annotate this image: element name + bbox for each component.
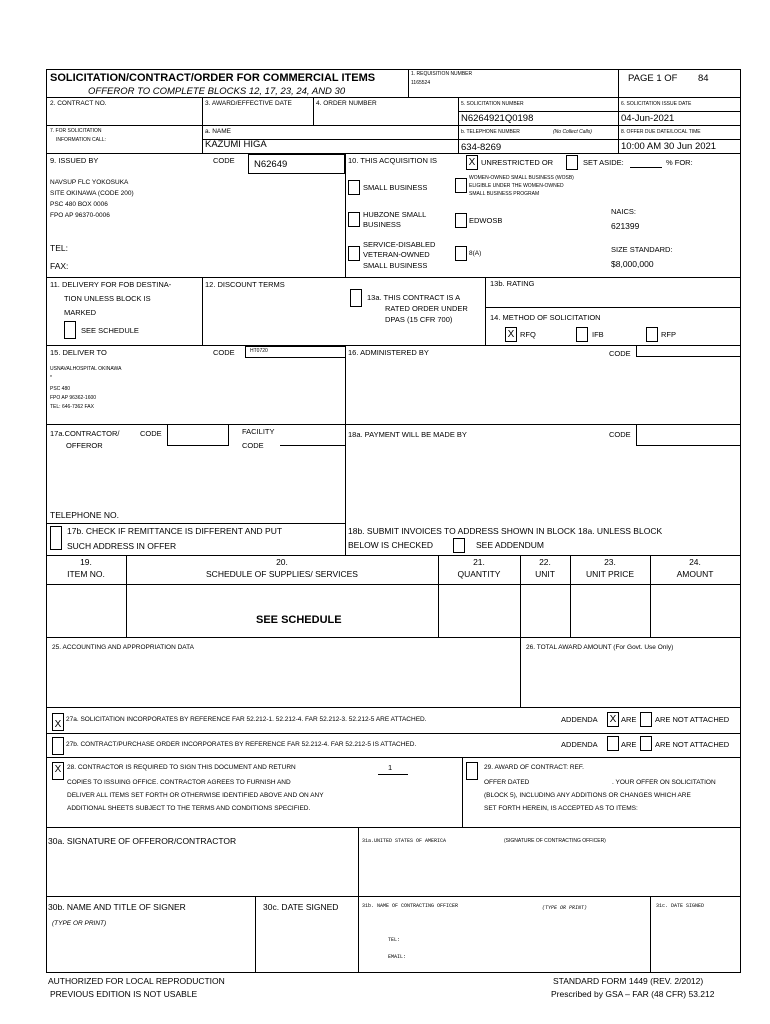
issued-by-code-label: CODE xyxy=(213,156,235,165)
unrestricted-label: UNRESTRICTED OR xyxy=(481,158,554,167)
phone-note: (No Collect Calls) xyxy=(553,129,592,135)
payment-code-label: CODE xyxy=(609,430,631,439)
co-signature-field[interactable] xyxy=(362,848,738,894)
footer-previous-edition: PREVIOUS EDITION IS NOT USABLE xyxy=(50,989,198,999)
col-unit-price-label: UNIT PRICE xyxy=(585,569,635,579)
clause-27a-are-not-checkbox[interactable] xyxy=(640,712,652,727)
sdvosb-line-3: SMALL BUSINESS xyxy=(363,261,428,270)
rfq-checkbox[interactable]: X xyxy=(505,327,517,342)
see-addendum-checkbox[interactable] xyxy=(453,538,465,553)
issued-by-line-3: PSC 480 BOX 0006 xyxy=(50,201,108,208)
sdvosb-line-2: VETERAN-OWNED xyxy=(363,250,430,259)
naics-label: NAICS: xyxy=(611,207,637,216)
issued-by-line-1: NAVSUP FLC YOKOSUKA xyxy=(50,179,129,186)
phone-label: b. TELEPHONE NUMBER xyxy=(461,129,520,135)
facility-code-field[interactable] xyxy=(280,424,346,446)
co-date-signed-label: 31c. DATE SIGNED xyxy=(656,903,705,909)
col-amount-num: 24. xyxy=(689,557,701,567)
rating-label: 13b. RATING xyxy=(490,279,535,288)
phone-number[interactable]: 634-8269 xyxy=(461,142,502,153)
clause-28-checkbox[interactable]: X xyxy=(52,762,64,780)
administered-by-code-field[interactable] xyxy=(636,345,741,357)
schedule-see-schedule: SEE SCHEDULE xyxy=(256,614,342,626)
small-business-checkbox[interactable] xyxy=(348,180,360,195)
page-label: PAGE 1 OF xyxy=(628,73,678,84)
col-unit-num: 22. xyxy=(539,557,551,567)
administered-by-code-label: CODE xyxy=(609,349,631,358)
sdvosb-checkbox[interactable] xyxy=(348,246,360,261)
deliver-to-code-field[interactable] xyxy=(245,346,346,358)
clause-28-line-3: DELIVER ALL ITEMS SET FORTH OR OTHERWISE IDENTIFIED ABOVE AND ON ANY xyxy=(67,792,324,799)
contact-name[interactable]: KAZUMI HIGA xyxy=(205,139,267,150)
clause-29-checkbox[interactable] xyxy=(466,762,478,780)
hubzone-line-2: BUSINESS xyxy=(363,220,401,229)
payment-code-field[interactable] xyxy=(636,424,741,446)
see-schedule-label: SEE SCHEDULE xyxy=(81,326,139,335)
hubzone-checkbox[interactable] xyxy=(348,212,360,227)
signer-name-note: (TYPE OR PRINT) xyxy=(52,920,107,927)
facility-code-label-2: CODE xyxy=(242,441,264,450)
rated-order-line-2: RATED ORDER UNDER xyxy=(385,304,468,313)
requisition-label: 1. REQUISITION NUMBER xyxy=(411,71,473,77)
rfq-label: RFQ xyxy=(520,330,536,339)
remittance-line-1: 17b. CHECK IF REMITTANCE IS DIFFERENT AND PUT xyxy=(67,526,283,536)
delivery-fob-line-2: TION UNLESS BLOCK IS xyxy=(64,294,151,303)
footer-authorized: AUTHORIZED FOR LOCAL REPRODUCTION xyxy=(48,976,225,986)
clause-28-line-2: COPIES TO ISSUING OFFICE. CONTRACTOR AGREES TO FURNISH AND xyxy=(67,779,291,786)
contractor-code-field[interactable] xyxy=(167,424,229,446)
order-number-label: 4. ORDER NUMBER xyxy=(316,100,377,107)
size-standard[interactable]: $8,000,000 xyxy=(611,259,654,269)
issued-by-label: 9. ISSUED BY xyxy=(50,156,99,165)
clause-28-line-1: 28. CONTRACTOR IS REQUIRED TO SIGN THIS DOCUMENT AND RETURN xyxy=(67,764,296,771)
clause-29-line-1: 29. AWARD OF CONTRACT: REF. xyxy=(484,764,584,771)
wosb-line-1: WOMEN-OWNED SMALL BUSINESS (WOSB) xyxy=(469,175,574,181)
clause-27a-are: ARE xyxy=(621,715,637,724)
signature-offeror-label: 30a. SIGNATURE OF OFFEROR/CONTRACTOR xyxy=(48,836,237,846)
col-item-num: 19. xyxy=(80,557,92,567)
footer-prescribed-by: Prescribed by GSA – FAR (48 CFR) 53.212 xyxy=(551,989,715,999)
co-tel-label: TEL: xyxy=(388,937,401,943)
contractor-label: 17a.CONTRACTOR/ xyxy=(50,429,120,438)
see-schedule-checkbox[interactable] xyxy=(64,321,76,339)
footer-form-number: STANDARD FORM 1449 (REV. 2/2012) xyxy=(553,976,704,986)
submit-invoices-line-2: BELOW IS CHECKED xyxy=(348,540,434,550)
col-supplies-label: SCHEDULE OF SUPPLIES/ SERVICES xyxy=(206,569,358,579)
set-aside-checkbox[interactable] xyxy=(566,155,578,170)
clause-29-line-4: SET FORTH HEREIN, IS ACCEPTED AS TO ITEMS: xyxy=(484,805,638,812)
wosb-line-3: SMALL BUSINESS PROGRAM xyxy=(469,191,540,197)
rated-order-line-3: DPAS (15 CFR 700) xyxy=(385,315,453,324)
co-email-label: EMAIL: xyxy=(388,954,407,960)
acquisition-label: 10. THIS ACQUISITION IS xyxy=(348,156,438,165)
remittance-line-2: SUCH ADDRESS IN OFFER xyxy=(67,541,177,551)
discount-terms-label: 12. DISCOUNT TERMS xyxy=(205,280,285,289)
clause-27a-are-checkbox[interactable]: X xyxy=(607,712,619,727)
col-quantity-label: QUANTITY xyxy=(457,569,501,579)
clause-29-line-3: (BLOCK 5), INCLUDING ANY ADDITIONS OR CHANGES WHICH ARE xyxy=(484,792,691,799)
for-info-label-2: INFORMATION CALL: xyxy=(56,137,106,143)
deliver-to-line-2: * xyxy=(50,375,52,381)
col-unit-label: UNIT xyxy=(535,569,555,579)
clause-27b-text: 27b. CONTRACT/PURCHASE ORDER INCORPORATES BY REFERENCE FAR 52.212-4. FAR 52.212-5 IS ATTACHED. xyxy=(66,741,417,748)
deliver-to-code-label: CODE xyxy=(213,348,235,357)
for-info-label: 7. FOR SOLICITATION xyxy=(50,128,102,134)
award-date-label: 3. AWARD/EFFECTIVE DATE xyxy=(205,100,292,107)
issue-date[interactable]: 04-Jun-2021 xyxy=(621,113,675,124)
clause-27a-text: 27a. SOLICITATION INCORPORATES BY REFERENCE FAR 52.212-1. 52.212-4. FAR 52.212-3. 52.212-5 ARE ATTACHED. xyxy=(66,716,427,723)
small-business-label: SMALL BUSINESS xyxy=(363,183,428,192)
clause-27a-are-not: ARE NOT ATTACHED xyxy=(655,715,730,724)
eight-a-checkbox[interactable] xyxy=(455,246,467,261)
deliver-to-code: HT0720 xyxy=(250,348,268,354)
col-supplies-num: 20. xyxy=(276,557,288,567)
deliver-to-line-5: TEL: 646-7362 FAX xyxy=(50,404,94,410)
deliver-to-line-1: USNAVALHOSPITAL OKINAWA xyxy=(50,366,122,372)
form-title: SOLICITATION/CONTRACT/ORDER FOR COMMERCIAL ITEMS xyxy=(50,72,376,84)
solicitation-number-label: 5. SOLICITATION NUMBER xyxy=(461,101,524,107)
rfp-label: RFP xyxy=(661,330,676,339)
requisition-number[interactable]: 1165524 xyxy=(411,80,431,86)
date-signed-label: 30c. DATE SIGNED xyxy=(263,902,339,912)
ifb-checkbox[interactable] xyxy=(576,327,588,342)
remittance-checkbox[interactable] xyxy=(50,526,62,550)
see-addendum-label: SEE ADDENDUM xyxy=(476,540,545,550)
rated-order-line-1: 13a. THIS CONTRACT IS A xyxy=(367,293,461,302)
co-name-note: (TYPE OR PRINT) xyxy=(542,905,588,911)
offeror-label: OFFEROR xyxy=(66,441,103,450)
hubzone-line-1: HUBZONE SMALL xyxy=(363,210,427,219)
name-label: a. NAME xyxy=(205,128,232,135)
deliver-to-line-4: FPO AP 96362-1600 xyxy=(50,395,97,401)
offeror-signature-field[interactable] xyxy=(52,848,356,894)
col-unit-price-num: 23. xyxy=(604,557,616,567)
edwosb-checkbox[interactable] xyxy=(455,213,467,228)
clause-29-your-offer: . YOUR OFFER ON SOLICITATION xyxy=(612,779,716,786)
method-of-solicitation-label: 14. METHOD OF SOLICITATION xyxy=(490,313,601,322)
unrestricted-checkbox[interactable]: X xyxy=(466,155,478,170)
rated-order-checkbox[interactable] xyxy=(350,289,362,307)
delivery-fob-line-3: MARKED xyxy=(64,308,97,317)
accounting-label: 25. ACCOUNTING AND APPROPRIATION DATA xyxy=(52,644,194,651)
signature-usa-label: 31a.UNITED STATES OF AMERICA xyxy=(362,838,447,844)
clause-29-line-2: OFFER DATED xyxy=(484,779,530,786)
clause-27b-are: ARE xyxy=(621,740,637,749)
issued-by-code-field[interactable] xyxy=(248,154,345,174)
telephone-label: TELEPHONE NO. xyxy=(50,510,119,520)
clause-27b-are-not: ARE NOT ATTACHED xyxy=(655,740,730,749)
issued-by-fax: FAX: xyxy=(50,261,69,271)
co-name-label: 31b. NAME OF CONTRACTING OFFICER xyxy=(362,903,459,909)
sdvosb-line-1: SERVICE-DISABLED xyxy=(363,240,436,249)
edwosb-label: EDWOSB xyxy=(469,216,503,225)
clause-27b-checkbox[interactable] xyxy=(52,737,64,755)
issued-by-line-2: SITE OKINAWA (CODE 200) xyxy=(50,190,134,197)
clause-27b-are-not-checkbox[interactable] xyxy=(640,736,652,751)
col-amount-label: AMOUNT xyxy=(676,569,714,579)
signature-co-note: (SIGNATURE OF CONTRACTING OFFICER) xyxy=(504,838,606,844)
submit-invoices-line-1: 18b. SUBMIT INVOICES TO ADDRESS SHOWN IN BLOCK 18a. UNLESS BLOCK xyxy=(348,526,663,536)
contractor-code-label: CODE xyxy=(140,429,162,438)
solicitation-number[interactable]: N6264921Q0198 xyxy=(461,113,534,124)
clause-28-line-4: ADDITIONAL SHEETS SUBJECT TO THE TERMS AND CONDITIONS SPECIFIED. xyxy=(67,805,311,812)
clause-27a-addenda: ADDENDA xyxy=(561,715,598,724)
set-aside-label: SET ASIDE: xyxy=(583,158,624,167)
deliver-to-label: 15. DELIVER TO xyxy=(50,348,107,357)
naics-code[interactable]: 621399 xyxy=(611,221,640,231)
payment-by-label: 18a. PAYMENT WILL BE MADE BY xyxy=(348,430,467,439)
facility-code-label: FACILITY xyxy=(242,427,275,436)
page-total: 84 xyxy=(698,73,709,84)
col-quantity-num: 21. xyxy=(473,557,485,567)
issued-by-code: N62649 xyxy=(254,159,288,170)
form-subtitle: OFFEROR TO COMPLETE BLOCKS 12, 17, 23, 24, AND 30 xyxy=(88,86,346,97)
deliver-to-line-3: PSC 480 xyxy=(50,386,71,392)
administered-by-label: 16. ADMINISTERED BY xyxy=(348,348,429,357)
col-item-label: ITEM NO. xyxy=(67,569,105,579)
clause-27a-checkbox[interactable]: X xyxy=(52,713,64,731)
clause-27b-addenda: ADDENDA xyxy=(561,740,598,749)
offer-due-date[interactable]: 10:00 AM 30 Jun 2021 xyxy=(621,141,717,152)
wosb-line-2: ELIGIBLE UNDER THE WOMEN-OWNED xyxy=(469,183,564,189)
size-standard-label: SIZE STANDARD: xyxy=(611,245,673,254)
percent-for-label: % FOR: xyxy=(666,158,693,167)
issue-date-label: 6. SOLICITATION ISSUE DATE xyxy=(621,101,692,107)
contract-no-label: 2. CONTRACT NO. xyxy=(50,100,107,107)
eight-a-label: 8(A) xyxy=(469,250,482,257)
delivery-fob-line-1: 11. DELIVERY FOR FOB DESTINA- xyxy=(50,280,172,289)
issued-by-line-4: FPO AP 96370-0006 xyxy=(50,212,110,219)
clause-27b-are-checkbox[interactable] xyxy=(607,736,619,751)
ifb-label: IFB xyxy=(592,330,604,339)
issued-by-tel: TEL: xyxy=(50,243,68,253)
total-award-label: 26. TOTAL AWARD AMOUNT (For Govt. Use Only) xyxy=(526,644,674,651)
clause-28-copies[interactable]: 1 xyxy=(388,763,393,772)
signer-name-label: 30b. NAME AND TITLE OF SIGNER xyxy=(48,902,186,912)
rfp-checkbox[interactable] xyxy=(646,327,658,342)
wosb-checkbox[interactable] xyxy=(455,178,467,193)
offer-due-label: 8. OFFER DUE DATE/LOCAL TIME xyxy=(621,129,701,135)
